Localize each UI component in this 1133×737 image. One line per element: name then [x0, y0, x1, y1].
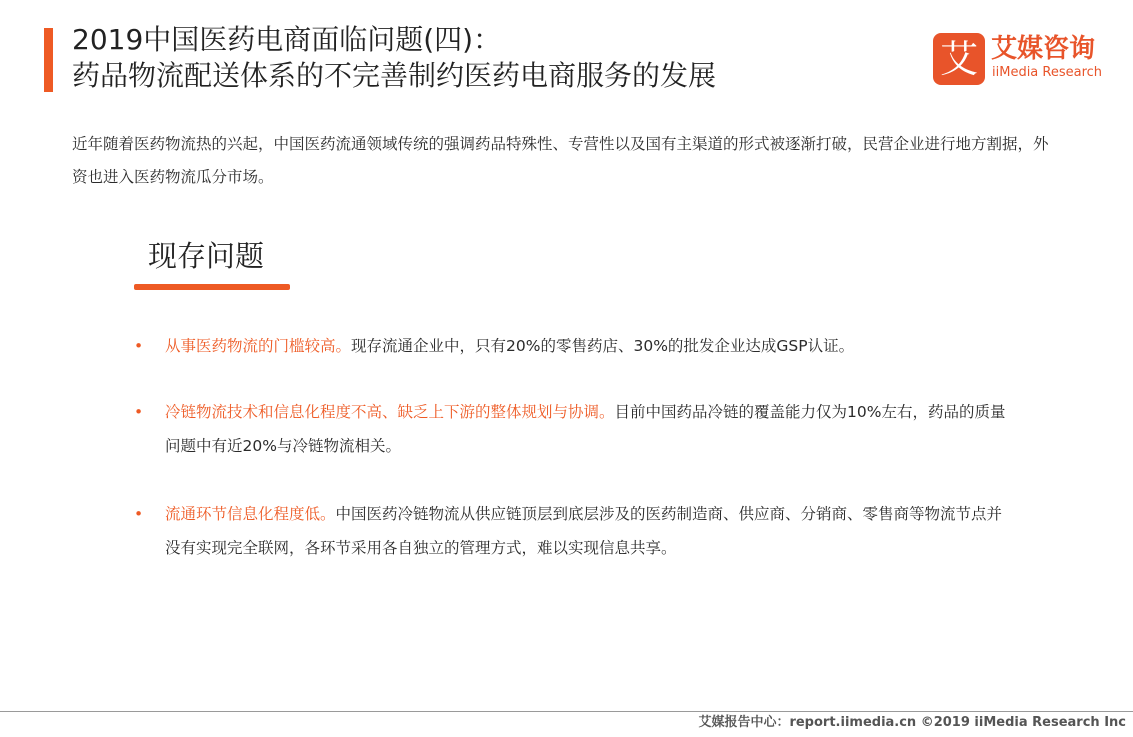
section-heading: 现存问题: [148, 239, 265, 273]
bullet-body: 现存流通企业中，只有20%的零售药店、30%的批发企业达成GSP认证。: [351, 337, 855, 355]
footer-source: 艾媒报告中心：report.iimedia.cn ©2019 iiMedia Research Inc: [698, 715, 1126, 730]
bullet-highlight: 从事医药物流的门槛较高。: [165, 337, 352, 355]
bullet-highlight: 流通环节信息化程度低。: [165, 505, 336, 523]
bullet-icon: •: [134, 403, 144, 421]
bullet-icon: •: [134, 337, 144, 355]
logo-name-en: iiMedia Research: [992, 65, 1103, 80]
title-accent-bar: [44, 28, 53, 92]
section-heading-underline: [134, 284, 290, 290]
page-title: [72, 22, 912, 94]
logo-name-cn: 艾媒咨询: [991, 34, 1096, 64]
bullet-highlight: 冷链物流技术和信息化程度不高、缺乏上下游的整体规划与协调。: [165, 403, 615, 421]
iimedia-logo: [933, 33, 1113, 85]
bullet-body: 中国医药冷链物流从供应链顶层到底层涉及的医药制造商、供应商、分销商、零售商等物流节点并没有实现完全联网，各环节采用各自独立的管理方式，难以实现信息共享。: [165, 505, 1003, 557]
page-title-line2: 药品物流配送体系的不完善制约医药电商服务的发展: [72, 59, 717, 92]
page-title-line1: 2019中国医药电商面临问题(四)：: [72, 23, 502, 56]
bullet-text: [165, 329, 1014, 363]
bullet-text: [165, 497, 1014, 565]
footer-divider: [0, 711, 1133, 712]
logo-mark-icon: 艾: [933, 33, 985, 85]
bullet-icon: •: [134, 505, 144, 523]
bullet-body: 目前中国药品冷链的覆盖能力仅为10%左右，药品的质量问题中有近20%与冷链物流相关。: [165, 403, 1006, 455]
bullet-text: [165, 395, 1014, 463]
intro-paragraph: 近年随着医药物流热的兴起，中国医药流通领域传统的强调药品特殊性、专营性以及国有主渠道的形式被逐渐打破，民营企业进行地方割据，外资也进入医药物流瓜分市场。: [72, 135, 1049, 186]
